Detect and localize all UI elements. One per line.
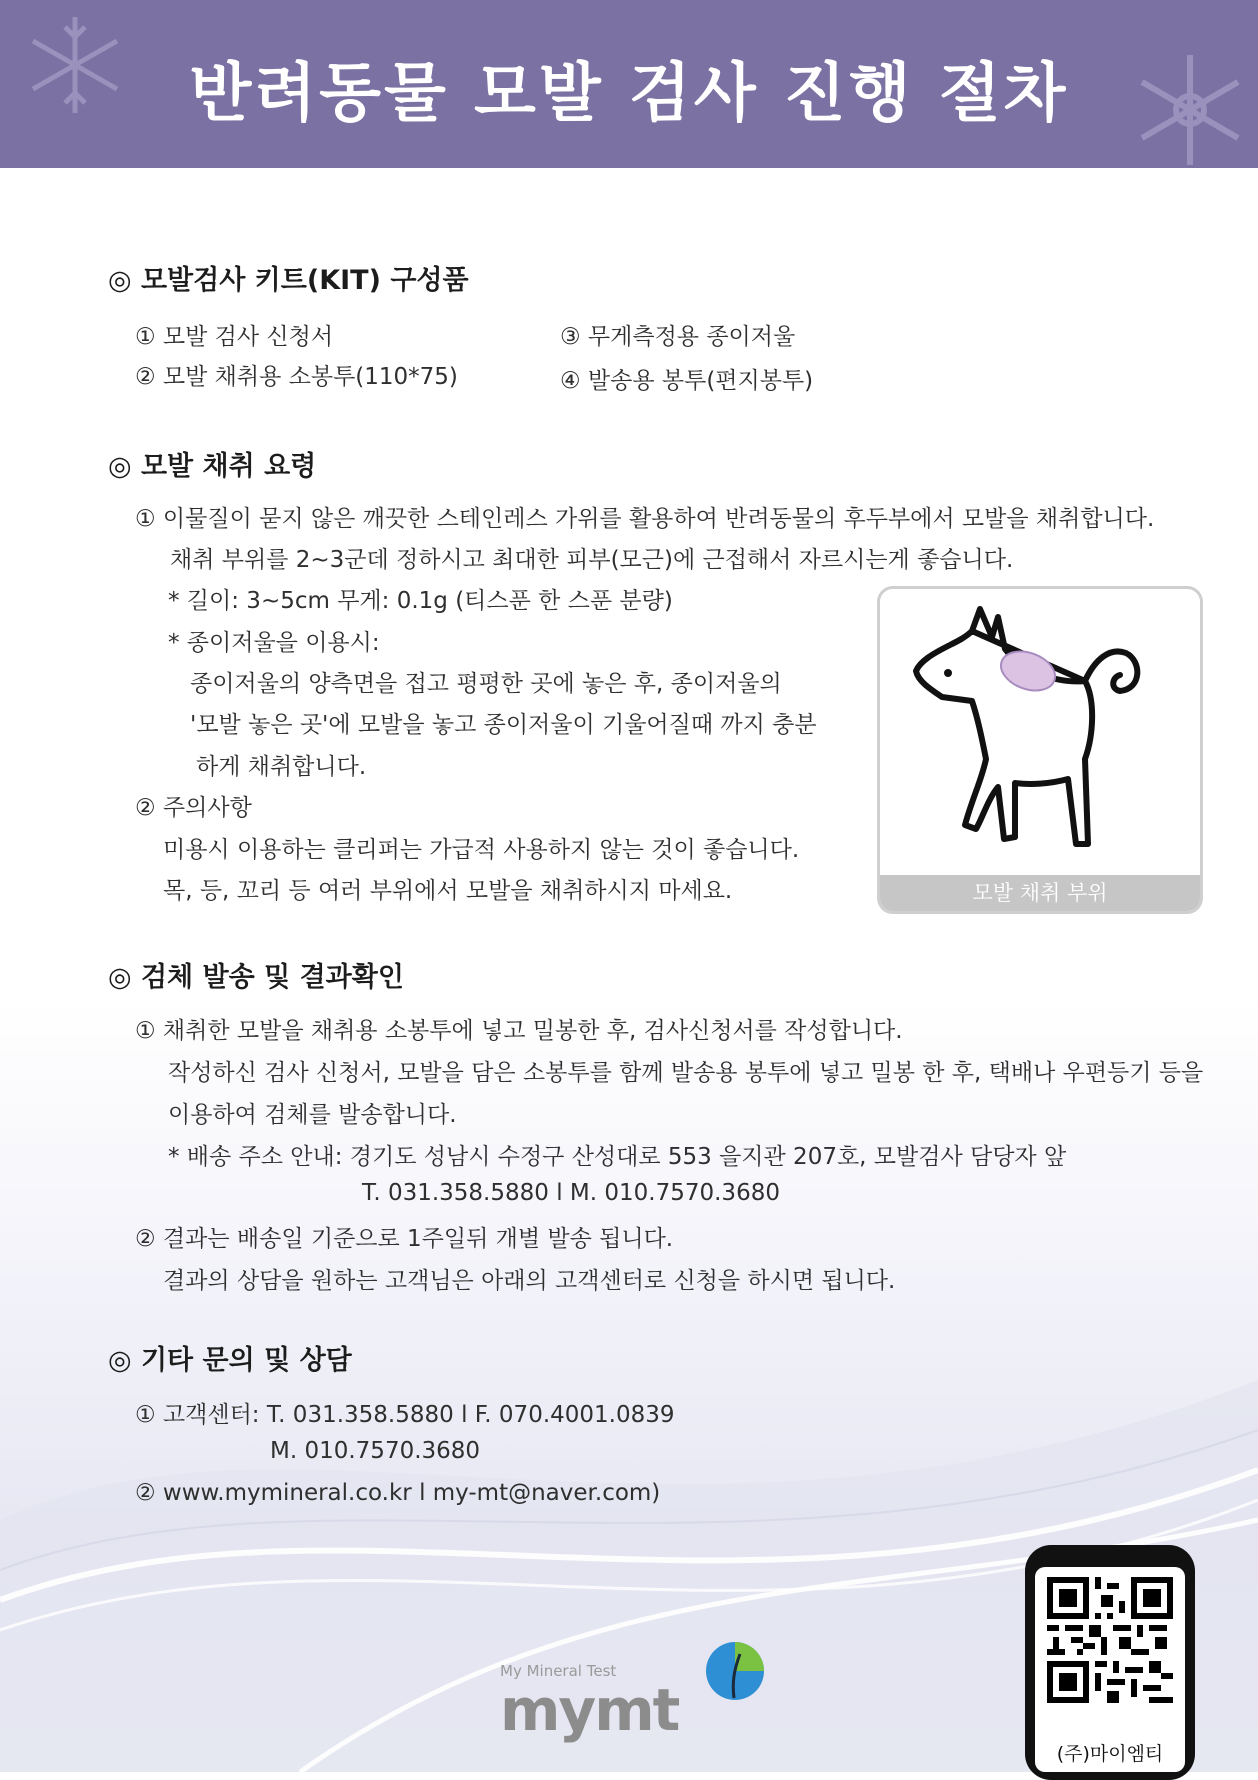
page-title: 반려동물 모발 검사 진행 절차 xyxy=(189,57,1069,131)
collect-line: * 길이: 3~5cm 무게: 0.1g (티스푼 한 스푼 분량) xyxy=(168,588,673,614)
shipping-section-title: ◎ 검체 발송 및 결과확인 xyxy=(108,962,404,993)
dog-icon xyxy=(880,589,1200,875)
shipping-line: ② 결과는 배송일 기준으로 1주일뒤 개별 발송 됩니다. xyxy=(135,1226,674,1252)
qr-code-icon[interactable] xyxy=(1047,1577,1173,1703)
logo-wordmark: mymt xyxy=(500,1676,679,1744)
kit-item: ③ 무게측정용 종이저울 xyxy=(560,324,796,350)
shipping-line: 결과의 상담을 원하는 고객님은 아래의 고객센터로 신청을 하시면 됩니다. xyxy=(163,1268,896,1294)
hair-drop-icon xyxy=(704,1640,766,1702)
mymt-logo xyxy=(500,1640,770,1750)
image-caption: 모발 채취 부위 xyxy=(880,875,1200,911)
collect-section-title: ◎ 모발 채취 요령 xyxy=(108,451,317,482)
collect-line: ① 이물질이 묻지 않은 깨끗한 스테인레스 가위를 활용하여 반려동물의 후두부에서 모발을 채취합니다. xyxy=(135,506,1155,532)
collect-line: 목, 등, 꼬리 등 여러 부위에서 모발을 채취하시지 마세요. xyxy=(163,878,733,904)
collect-line: 종이저울의 양측면을 접고 평평한 곳에 놓은 후, 종이저울의 xyxy=(190,671,782,697)
inquiry-section-title: ◎ 기타 문의 및 상담 xyxy=(108,1345,352,1376)
phone-frame xyxy=(1025,1545,1195,1780)
shipping-line: ① 채취한 모발을 채취용 소봉투에 넣고 밀봉한 후, 검사신청서를 작성합니다. xyxy=(135,1018,903,1044)
collect-line: ② 주의사항 xyxy=(135,795,252,821)
shipping-line: 이용하여 검체를 발송합니다. xyxy=(168,1102,457,1128)
dog-illustration-box xyxy=(877,586,1203,914)
collect-line: 미용시 이용하는 클리퍼는 가급적 사용하지 않는 것이 좋습니다. xyxy=(163,837,800,863)
collect-line: 하게 채취합니다. xyxy=(196,754,367,780)
inquiry-line: ① 고객센터: T. 031.358.5880 l F. 070.4001.0839 xyxy=(135,1402,675,1428)
kit-item: ④ 발송용 봉투(편지봉투) xyxy=(560,368,814,394)
header-banner xyxy=(0,0,1258,168)
shipping-line: 작성하신 검사 신청서, 모발을 담은 소봉투를 함께 발송용 봉투에 넣고 밀봉 한 후, 택배나 우편등기 등을 xyxy=(168,1060,1204,1086)
kit-section-title: ◎ 모발검사 키트(KIT) 구성품 xyxy=(108,265,469,296)
inquiry-line: M. 010.7570.3680 xyxy=(270,1438,481,1464)
kit-item: ② 모발 채취용 소봉투(110*75) xyxy=(135,364,458,390)
shipping-line: * 배송 주소 안내: 경기도 성남시 수정구 산성대로 553 을지관 207호, 모발검사 담당자 앞 xyxy=(168,1144,1067,1170)
collect-line: * 종이저울을 이용시: xyxy=(168,630,380,656)
shipping-line: T. 031.358.5880 l M. 010.7570.3680 xyxy=(362,1180,780,1206)
phone-screen xyxy=(1035,1567,1185,1772)
inquiry-line: ② www.mymineral.co.kr l my-mt@naver.com) xyxy=(135,1480,661,1506)
company-name: (주)마이엠티 xyxy=(1056,1743,1164,1765)
collect-line: 채취 부위를 2~3군데 정하시고 최대한 피부(모근)에 근접해서 자르시는게 좋습니다. xyxy=(170,547,1014,573)
collect-line: '모발 놓은 곳'에 모발을 놓고 종이저울이 기울어질때 까지 충분 xyxy=(190,712,817,738)
logo-tagline: My Mineral Test xyxy=(500,1662,617,1680)
kit-item: ① 모발 검사 신청서 xyxy=(135,324,334,350)
